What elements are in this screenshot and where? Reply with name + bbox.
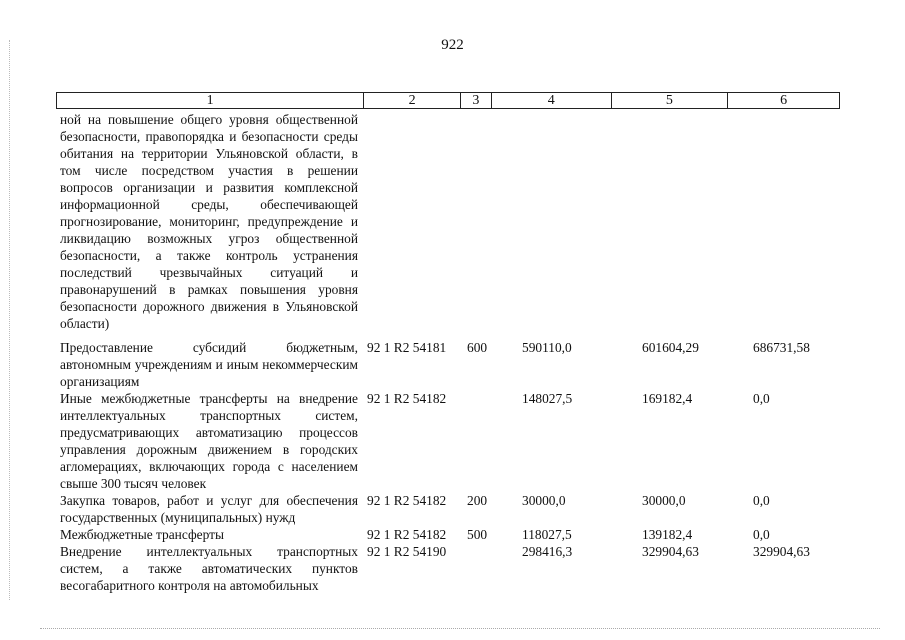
table-row (60, 390, 840, 492)
row-code: 92 1 R2 54182 (367, 391, 447, 406)
table-header (56, 92, 840, 109)
row-value-col6: 686731,58 (753, 340, 810, 355)
column-header-2: 2 (364, 93, 461, 108)
row-code: 92 1 R2 54182 (367, 527, 447, 542)
row-value-col6: 0,0 (753, 527, 770, 542)
row-description: Внедрение интеллектуальных транспортных систем, а также автоматических пунктов весогабаритного контроля на автомобильных (60, 544, 358, 593)
row-expense-type: 500 (467, 527, 488, 542)
row-value-col5: 329904,63 (642, 544, 699, 559)
page-number: 922 (441, 37, 464, 53)
table-row (60, 543, 840, 594)
row-code: 92 1 R2 54182 (367, 493, 447, 508)
row-value-col4: 590110,0 (522, 340, 572, 355)
row-code: 92 1 R2 54190 (367, 544, 447, 559)
row-value-col6: 0,0 (753, 493, 770, 508)
row-expense-type: 600 (467, 340, 488, 355)
row-value-col5: 169182,4 (642, 391, 693, 406)
row-value-col4: 118027,5 (522, 527, 572, 542)
column-header-1: 1 (57, 93, 364, 108)
scan-edge-left (9, 40, 11, 600)
table-row (60, 492, 840, 526)
scan-edge-bottom (40, 628, 880, 630)
row-expense-type: 200 (467, 493, 488, 508)
table-row (60, 526, 840, 543)
table-row (60, 111, 840, 339)
row-value-col5: 30000,0 (642, 493, 686, 508)
row-value-col5: 601604,29 (642, 340, 699, 355)
row-value-col4: 148027,5 (522, 391, 573, 406)
table-row (60, 339, 840, 390)
column-header-4: 4 (492, 93, 612, 108)
table-body (60, 111, 840, 594)
row-value-col5: 139182,4 (642, 527, 693, 542)
row-description: Предоставление субсидий бюджетным, автономным учреждениям и иным некоммерческим организациям (60, 340, 358, 389)
row-description: Закупка товаров, работ и услуг для обеспечения государственных (муниципальных) нужд (60, 493, 358, 525)
row-description: Иные межбюджетные трансферты на внедрение интеллектуальных транспортных систем, предусматривающих автоматизацию процессов управления дорожным движением в городских агломерациях, включающих города с населением свыше 300 тысяч человек (60, 391, 358, 491)
column-header-6: 6 (780, 93, 788, 108)
row-value-col4: 298416,3 (522, 544, 573, 559)
row-code: 92 1 R2 54181 (367, 340, 447, 355)
row-description: ной на повышение общего уровня общественной безопасности, правопорядка и безопасности среды обитания на территории Ульяновской области, в том числе посредством участия в решении вопросов организации и развития комплексной информационной среды, обеспечивающей прогнозирование, мониторинг, предупреждение и ликвидацию возможных угроз общественной безопасности, а также контроль устранения последствий чрезвычайных ситуаций и правонарушений в рамках повышения уровня безопасности дорожного движения в Ульяновской области) (60, 112, 358, 331)
row-description: Межбюджетные трансферты (60, 527, 224, 542)
row-value-col6: 0,0 (753, 391, 770, 406)
column-header-5: 5 (612, 93, 729, 108)
row-value-col4: 30000,0 (522, 493, 566, 508)
column-header-3: 3 (461, 93, 492, 108)
row-value-col6: 329904,63 (753, 544, 810, 559)
